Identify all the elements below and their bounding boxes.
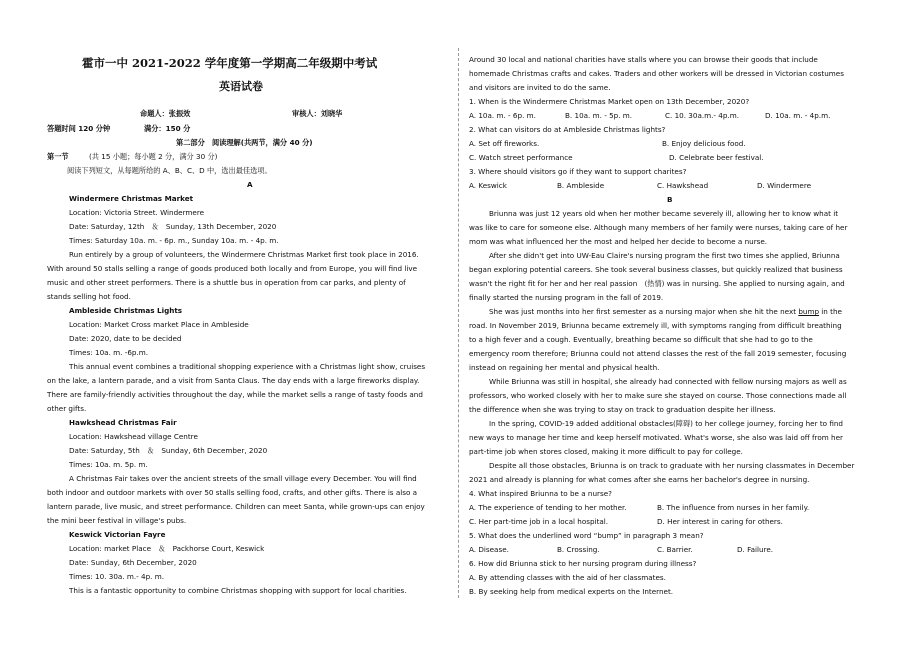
q3-option-a: A. Keswick (469, 181, 507, 190)
passage-b-text-segment: She was just months into her first semester as a nursing major when she hit the next (489, 307, 799, 316)
market3-date: Date: Saturday, 5th ＆ Sunday, 6th December, 2020 (69, 446, 268, 455)
market4-text: This is a fantastic opportunity to combine Christmas shopping with support for local charities. (69, 586, 407, 595)
passage-b-text: Briunna was just 12 years old when her mother became severely ill, allowing her to know what it (489, 209, 839, 218)
q3-option-d: D. Windermere (757, 181, 812, 190)
market2-text: There are family-friendly activities throughout the day, while the market sells a range of tasty foods and (47, 390, 423, 399)
market1-text: stands selling hot food. (47, 292, 131, 301)
q4-option-c: C. Her part-time job in a local hospital. (469, 517, 609, 526)
market3-times: Times: 10a. m. 5p. m. (69, 460, 148, 469)
instruction: 阅读下列短文，从每题所给的 A、B、C、D 中，选出最佳选项。 (67, 166, 272, 175)
passage-b-text: mom was what influenced her the most and helped her decide to become a nurse. (469, 237, 768, 246)
market3-text: the mini beer festival in village's pubs. (47, 516, 187, 525)
q3-option-b: B. Ambleside (557, 181, 605, 190)
passage-b-text: 2021 and already is planning for what comes after she earns her bachelor's degree in nursing. (469, 475, 810, 484)
passage-b-text: road. In November 2019, Briunna became extremely ill, with symptoms ranging from difficult breathing (469, 321, 842, 330)
reviewer-line: 审核人：刘晓华 (292, 109, 343, 118)
q1-option-c: C. 10. 30a.m.- 4p.m. (665, 111, 740, 120)
market1-date: Date: Saturday, 12th ＆ Sunday, 13th December, 2020 (69, 222, 277, 231)
market2-times: Times: 10a. m. -6p.m. (69, 348, 149, 357)
q2-option-a: A. Set off fireworks. (469, 139, 540, 148)
market4-text: and visitors are invited to do the same. (469, 83, 611, 92)
q1-option-d: D. 10a. m. - 4p.m. (765, 111, 831, 120)
passage-b-text: began exploring potential careers. She took several business classes, but quickly realized that business (469, 265, 843, 274)
question-2: 2. What can visitors do at Ambleside Christmas lights? (469, 125, 666, 134)
section1-note: (共 15 小题；每小题 2 分，满分 30 分) (89, 152, 218, 161)
market4-text: Around 30 local and national charities have stalls where you can browse their goods that include (469, 55, 818, 64)
market3-location: Location: Hawkshead village Centre (69, 432, 198, 441)
q5-option-c: C. Barrier. (657, 545, 693, 554)
market4-location: Location: market Place ＆ Packhorse Court, Keswick (69, 544, 265, 553)
question-4: 4. What inspired Briunna to be a nurse? (469, 489, 612, 498)
author-line: 命题人：张振效 (140, 109, 191, 118)
passage-b-text: to a high fever and a cough. Eventually, breathing became so difficult that she had to go to the (469, 335, 813, 344)
market2-text: other gifts. (47, 404, 87, 413)
market4-times: Times: 10. 30a. m.- 4p. m. (69, 572, 165, 581)
q6-option-a: A. By attending classes with the aid of her classmates. (469, 573, 666, 582)
part2-heading: 第二部分 阅读理解(共两节，满分 40 分) (176, 138, 313, 147)
market4-text: homemade Christmas crafts and cakes. Traders and other workers will be dressed in Victorian costumes (469, 69, 844, 78)
market1-title: Windermere Christmas Market (69, 194, 194, 203)
question-1: 1. When is the Windermere Christmas Market open on 13th December, 2020? (469, 97, 750, 106)
market2-location: Location: Market Cross market Place in Ambleside (69, 320, 249, 329)
passage-b-text: After she didn't get into UW-Eau Claire's nursing program the first two times she applied, Briunna (489, 251, 840, 260)
question-3: 3. Where should visitors go if they want to support charites? (469, 167, 687, 176)
market4-date: Date: Sunday, 6th December, 2020 (69, 558, 197, 567)
passage-b-text: instead on regaining her mental and physical health. (469, 363, 660, 372)
q4-option-d: D. Her interest in caring for others. (657, 517, 783, 526)
market4-title: Keswick Victorian Fayre (69, 530, 166, 539)
q6-option-b: B. By seeking help from medical experts on the Internet. (469, 587, 674, 596)
market3-text: lantern parade, live music, and street performance. Children can meet Santa, while grown-ups can enjoy (47, 502, 425, 511)
market3-text: both indoor and outdoor markets with over 50 stalls selling food, crafts, and other gifts. There is also a (47, 488, 418, 497)
passage-b-text: was like to care for someone else. Although many members of her family were nurses, taking care of her (469, 223, 848, 232)
column-divider (458, 48, 459, 598)
market1-text: Run entirely by a group of volunteers, the Windermere Christmas Market first took place in 2016. (69, 250, 419, 259)
market2-text: This annual event combines a traditional shopping experience with a Christmas light show, cruises (69, 362, 426, 371)
q1-option-a: A. 10a. m. - 6p. m. (469, 111, 536, 120)
question-6: 6. How did Briunna stick to her nursing program during illness? (469, 559, 697, 568)
q3-option-c: C. Hawkshead (657, 181, 709, 190)
score-line: 满分：150 分 (144, 124, 191, 133)
passage-b-text: part-time job when stores closed, making it more difficult to pay for college. (469, 447, 743, 456)
q2-option-b: B. Enjoy delicious food. (662, 139, 746, 148)
exam-subtitle: 英语试卷 (219, 80, 263, 93)
passage-b-text: emergency room therefore; Briunna could not attend classes the rest of the fall 2019 semester, focusing (469, 349, 847, 358)
passage-b-text: the difference when she was trying to stay on track to graduation despite her illness. (469, 405, 776, 414)
passage-b-text: professors, who worked closely with her to make sure she stayed on course. Those connections made all (469, 391, 847, 400)
passage-b-text: Despite all those obstacles, Briunna is on track to graduate with her nursing classmates in December (489, 461, 855, 470)
q5-option-b: B. Crossing. (557, 545, 600, 554)
market2-text: on the lake, a lantern parade, and a visit from Santa Claus. The day ends with a large fireworks display. (47, 376, 420, 385)
passage-b-label: B (667, 195, 673, 204)
market3-text: A Christmas Fair takes over the ancient streets of the small village every December. You will find (69, 474, 417, 483)
section1-label: 第一节 (47, 152, 69, 161)
q5-option-a: A. Disease. (469, 545, 509, 554)
time-line: 答题时间 120 分钟 (47, 124, 111, 133)
passage-b-text-segment: in the (819, 307, 842, 316)
passage-b-text: In the spring, COVID-19 added additional obstacles(障碍) to her college journey, forcing her to find (489, 419, 843, 428)
passage-b-text: While Briunna was still in hospital, she already had connected with fellow nursing majors as well as (489, 377, 847, 386)
question-5: 5. What does the underlined word “bump” in paragraph 3 mean? (469, 531, 704, 540)
market1-location: Location: Victoria Street. Windermere (69, 208, 205, 217)
market1-text: With around 50 stalls selling a range of goods produced both locally and from Europe, you will find live (47, 264, 418, 273)
q2-option-d: D. Celebrate beer festival. (669, 153, 764, 162)
q5-option-d: D. Failure. (737, 545, 774, 554)
market2-date: Date: 2020, date to be decided (69, 334, 182, 343)
market1-times: Times: Saturday 10a. m. - 6p. m., Sunday 10a. m. - 4p. m. (69, 236, 279, 245)
market2-title: Ambleside Christmas Lights (69, 306, 183, 315)
q4-option-b: B. The influence from nurses in her family. (657, 503, 810, 512)
exam-title: 霍市一中 2021-2022 学年度第一学期高二年级期中考试 (82, 56, 378, 70)
passage-b-text (489, 307, 842, 317)
underlined-word-bump: bump (798, 307, 820, 316)
q4-option-a: A. The experience of tending to her mother. (469, 503, 627, 512)
passage-b-text: new ways to manage her time and keep herself motivated. What's worse, she also was laid off from her (469, 433, 843, 442)
market3-title: Hawkshead Christmas Fair (69, 418, 177, 427)
q1-option-b: B. 10a. m. - 5p. m. (565, 111, 633, 120)
q2-option-c: C. Watch street performance (469, 153, 573, 162)
passage-a-label: A (247, 180, 253, 189)
market1-text: music and other street performers. There is a shuttle bus in operation from car parks, and plenty of (47, 278, 406, 287)
passage-b-text: wasn't the right fit for her and her real passion (热情) was in nursing. She applied to nursing again, and (469, 279, 845, 288)
passage-b-text: finally started the nursing program in the fall of 2019. (469, 293, 664, 302)
